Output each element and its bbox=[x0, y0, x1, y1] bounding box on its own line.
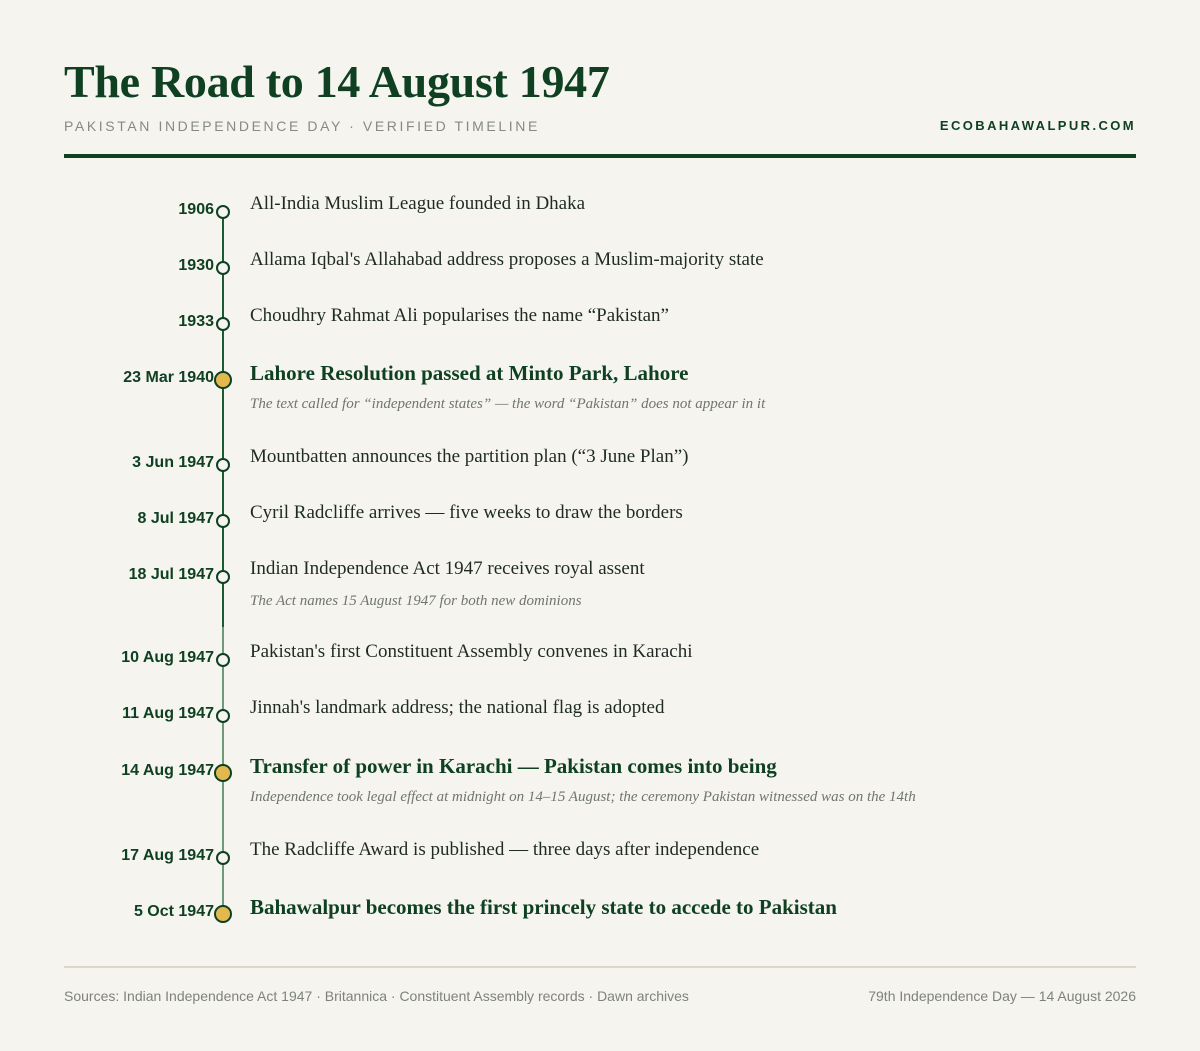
event-date: 3 Jun 1947 bbox=[132, 454, 214, 471]
event-title: Indian Independence Act 1947 receives royal assent bbox=[250, 558, 645, 579]
event-date: 8 Jul 1947 bbox=[137, 510, 214, 527]
event-title: The Radcliffe Award is published — three days after independence bbox=[250, 839, 760, 860]
event-note: The text called for “independent states” — the word “Pakistan” does not appear in it bbox=[250, 396, 766, 412]
event-date: 17 Aug 1947 bbox=[121, 847, 214, 864]
event-marker bbox=[216, 514, 230, 528]
header-rule bbox=[64, 154, 1136, 158]
event-title: Bahawalpur becomes the first princely state to accede to Pakistan bbox=[250, 895, 837, 919]
event-title: Cyril Radcliffe arrives — five weeks to draw the borders bbox=[250, 502, 683, 523]
event-marker bbox=[216, 458, 230, 472]
footer-rule bbox=[64, 966, 1136, 968]
event-marker bbox=[216, 570, 230, 584]
page-subtitle: PAKISTAN INDEPENDENCE DAY · VERIFIED TIMELINE bbox=[64, 118, 540, 134]
event-marker bbox=[216, 709, 230, 723]
event-title: Mountbatten announces the partition plan (“3 June Plan”) bbox=[250, 446, 689, 467]
event-marker bbox=[216, 317, 230, 331]
event-date: 1933 bbox=[178, 313, 214, 330]
event-marker bbox=[216, 205, 230, 219]
event-note: Independence took legal effect at midnight on 14–15 August; the ceremony Pakistan witnessed was on the 14th bbox=[250, 789, 916, 805]
site-link[interactable]: ECOBAHAWALPUR.COM bbox=[939, 118, 1136, 133]
event-date: 18 Jul 1947 bbox=[128, 566, 214, 583]
event-date: 11 Aug 1947 bbox=[122, 705, 214, 722]
event-date: 14 Aug 1947 bbox=[121, 762, 214, 779]
event-date: 1906 bbox=[178, 201, 214, 218]
page-title: The Road to 14 August 1947 bbox=[64, 56, 610, 107]
event-title: Lahore Resolution passed at Minto Park, Lahore bbox=[250, 361, 689, 385]
event-title: All-India Muslim League founded in Dhaka bbox=[250, 193, 586, 214]
event-title: Pakistan's first Constituent Assembly convenes in Karachi bbox=[250, 641, 693, 662]
event-marker bbox=[216, 851, 230, 865]
event-title: Allama Iqbal's Allahabad address proposes a Muslim-majority state bbox=[250, 249, 764, 270]
footer-sources: Sources: Indian Independence Act 1947 · Britannica · Constituent Assembly records · Dawn archives bbox=[64, 988, 689, 1004]
footer-anniversary: 79th Independence Day — 14 August 2026 bbox=[868, 988, 1136, 1004]
event-title: Transfer of power in Karachi — Pakistan comes into being bbox=[250, 754, 777, 778]
event-date: 10 Aug 1947 bbox=[121, 649, 214, 666]
event-date: 5 Oct 1947 bbox=[133, 903, 214, 920]
event-date: 23 Mar 1940 bbox=[123, 369, 214, 386]
event-marker-highlight bbox=[214, 905, 232, 923]
event-marker bbox=[216, 653, 230, 667]
event-marker-highlight bbox=[214, 371, 232, 389]
event-title: Choudhry Rahmat Ali popularises the name “Pakistan” bbox=[250, 305, 669, 326]
event-marker bbox=[216, 261, 230, 275]
event-note: The Act names 15 August 1947 for both new dominions bbox=[250, 593, 582, 609]
event-marker-highlight bbox=[214, 764, 232, 782]
event-title: Jinnah's landmark address; the national flag is adopted bbox=[250, 697, 665, 718]
event-date: 1930 bbox=[178, 257, 214, 274]
